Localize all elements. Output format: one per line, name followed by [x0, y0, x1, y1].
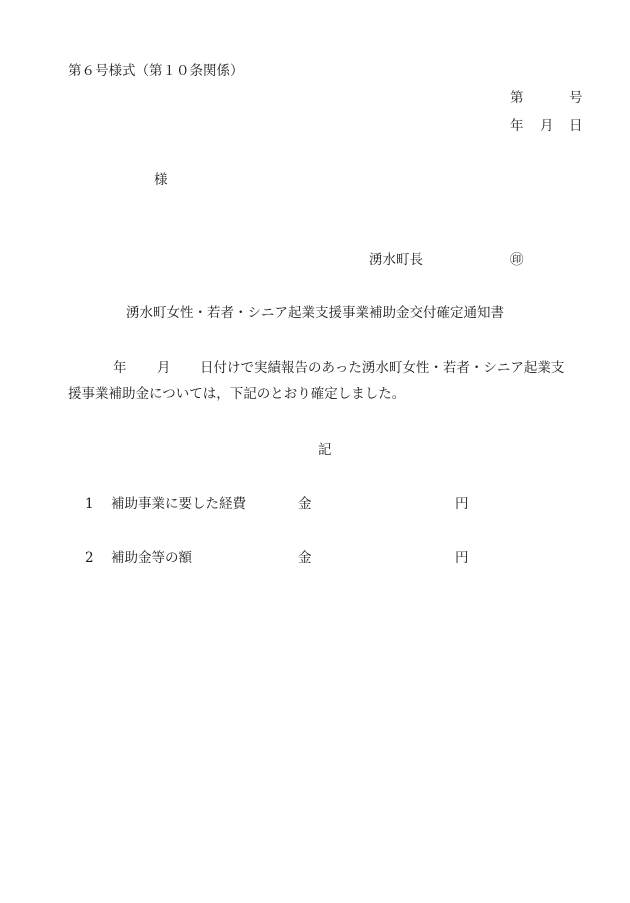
body-month-label: 月 — [157, 360, 171, 376]
item-currency-prefix: 金 — [298, 496, 312, 512]
item-currency-prefix: 金 — [298, 550, 312, 566]
document-title: 湧水町女性・若者・シニア起業支援事業補助金交付確定通知書 — [126, 305, 504, 321]
form-number: 第６号様式（第１０条関係） — [68, 63, 244, 79]
item-label: 補助金等の額 — [111, 550, 192, 566]
item-number: 1 — [85, 496, 94, 512]
sender-title: 湧水町長 — [369, 252, 423, 268]
item-number: 2 — [85, 550, 94, 566]
body-text-line2: 援事業補助金については，下記のとおり確定しました。 — [68, 386, 406, 402]
item-label: 補助事業に要した経費 — [111, 496, 246, 512]
addressee-honorific: 様 — [154, 172, 168, 188]
date-year-label: 年 — [510, 118, 524, 134]
item-unit: 円 — [455, 550, 469, 566]
body-text-line1: 日付けで実績報告のあった湧水町女性・若者・シニア起業支 — [200, 360, 565, 376]
body-year-label: 年 — [113, 360, 127, 376]
item-unit: 円 — [455, 496, 469, 512]
seal-mark: ㊞ — [510, 252, 524, 268]
date-month-label: 月 — [540, 118, 554, 134]
ki-heading: 記 — [318, 442, 332, 458]
document-number-prefix: 第 — [510, 90, 524, 106]
date-day-label: 日 — [569, 118, 583, 134]
document-number-suffix: 号 — [569, 90, 583, 106]
